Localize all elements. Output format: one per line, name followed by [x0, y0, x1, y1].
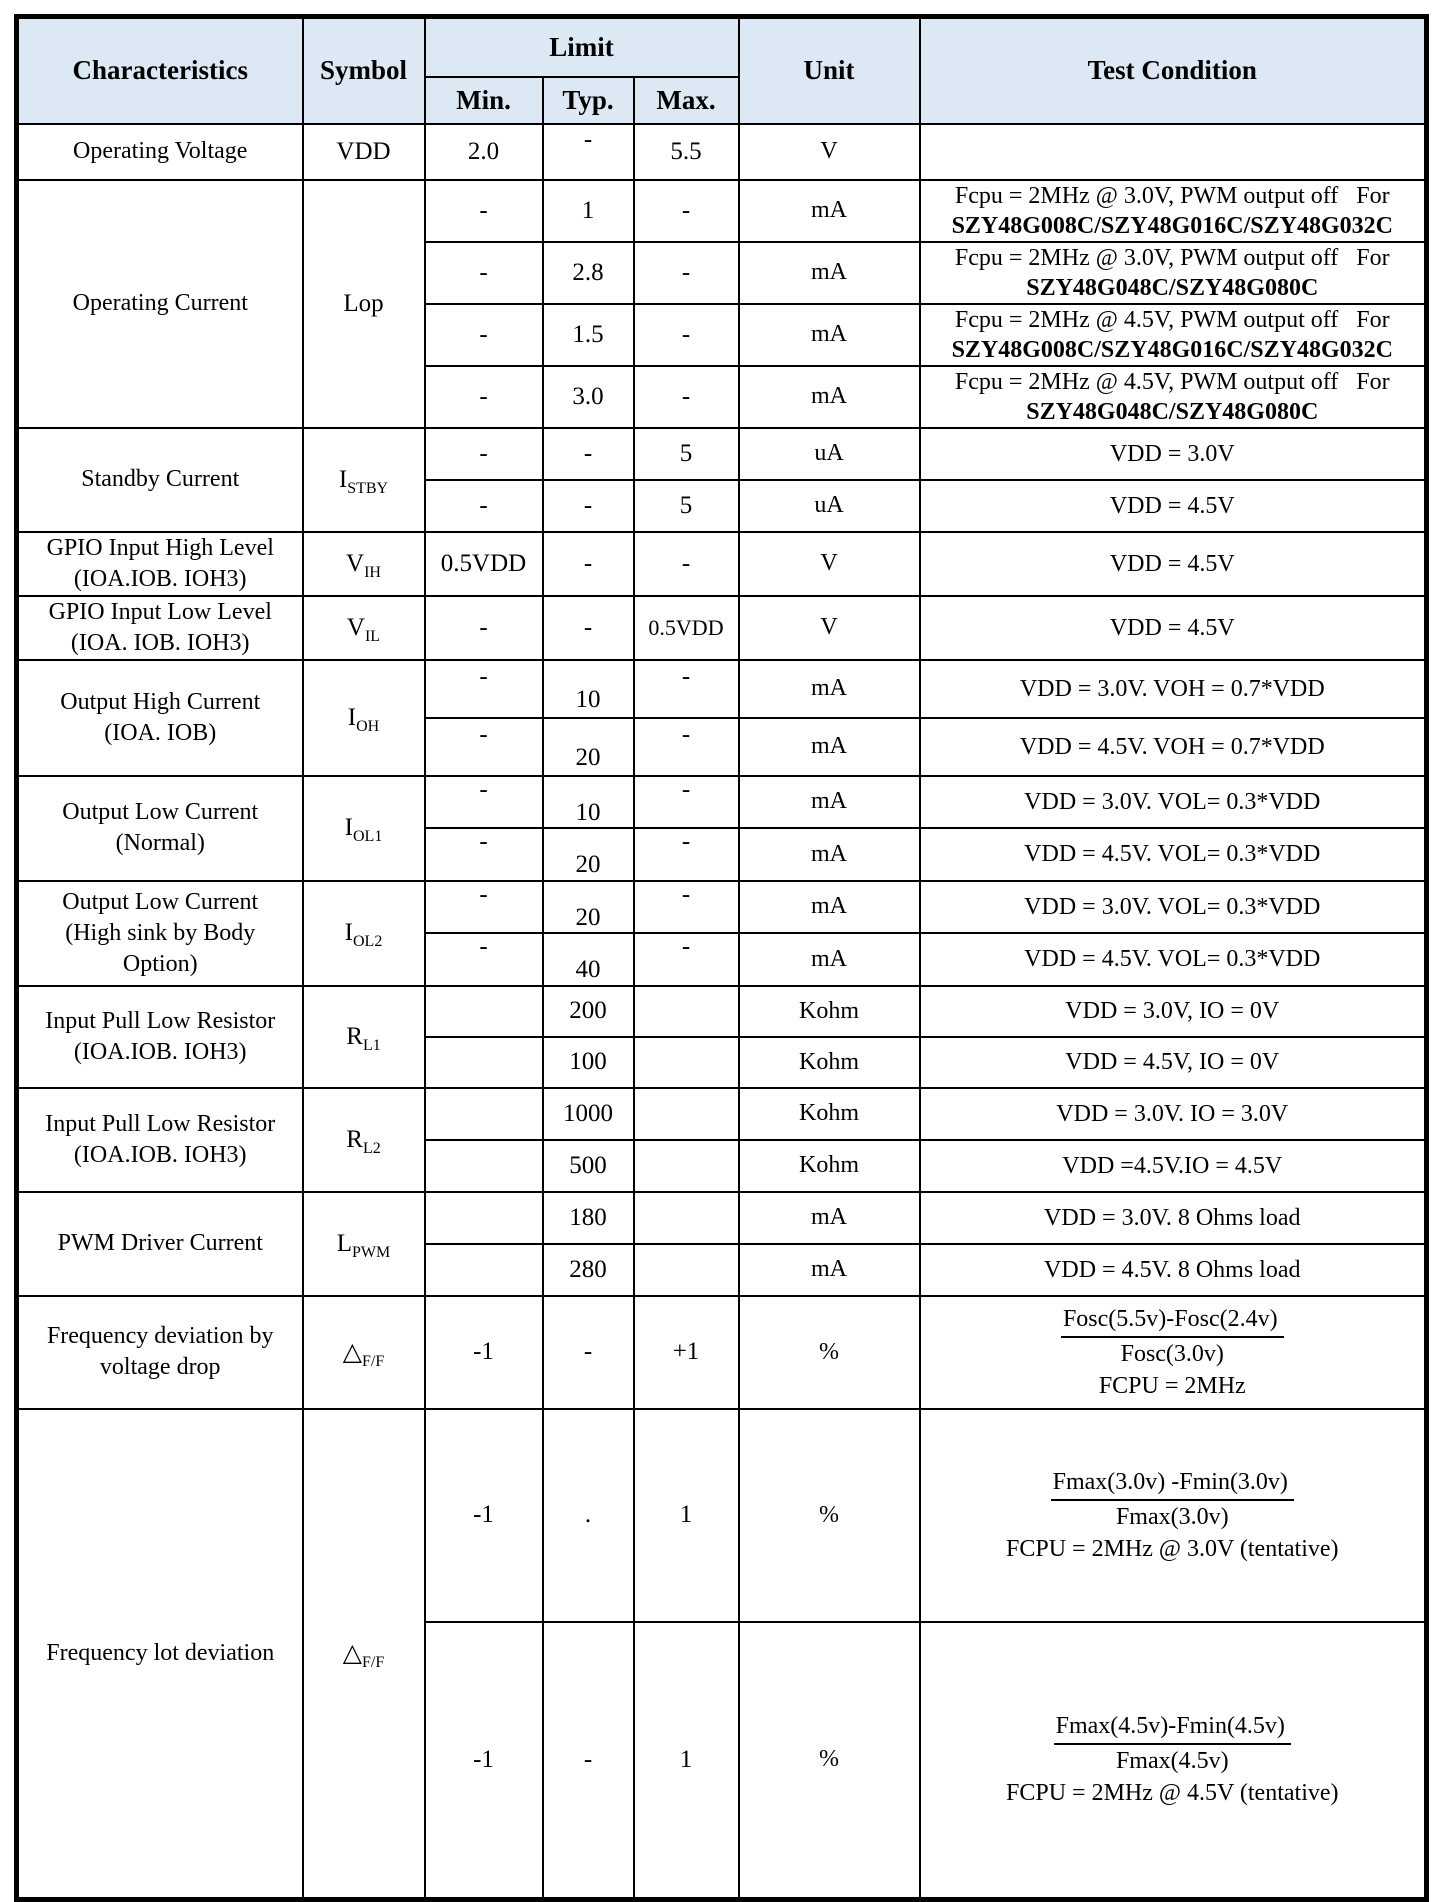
header-row-1	[17, 17, 1427, 77]
unit-value: V	[739, 596, 920, 660]
test-line: Fcpu = 2MHz @ 3.0V, PWM output off For	[954, 244, 1390, 271]
min-value: -	[425, 428, 543, 480]
typ-value: 500	[543, 1140, 634, 1192]
min-value	[425, 1140, 543, 1192]
symbol-sub: IL	[364, 627, 381, 645]
typ-value: -	[543, 1296, 634, 1409]
row-label-line: (IOA.IOB. IOH3)	[73, 1141, 247, 1168]
typ-value: 200	[543, 986, 634, 1037]
max-dash: -	[681, 662, 691, 690]
test-condition: VDD = 3.0V. VOL= 0.3*VDD	[920, 881, 1427, 933]
test-condition: VDD = 3.0V. VOL= 0.3*VDD	[920, 776, 1427, 828]
min-value	[425, 1088, 543, 1140]
symbol-cell	[303, 660, 425, 776]
max-value	[634, 718, 739, 776]
test-condition: VDD = 4.5V. VOH = 0.7*VDD	[920, 718, 1427, 776]
typ-value: -	[543, 480, 634, 532]
delta-symbol: △	[342, 1640, 362, 1668]
typ-value: 2.8	[543, 242, 634, 304]
fraction-numerator: Fmax(3.0v) -Fmin(3.0v)	[1051, 1466, 1294, 1501]
symbol-cell	[303, 124, 425, 180]
typ-number: 40	[575, 956, 601, 983]
unit-value: mA	[739, 881, 920, 933]
table-row	[17, 881, 1427, 933]
min-value	[425, 776, 543, 828]
fraction-denominator: Fmax(4.5v)	[1115, 1748, 1229, 1775]
min-value: -1	[425, 1409, 543, 1622]
symbol-base: I	[347, 703, 357, 731]
typ-number: 20	[575, 743, 601, 771]
max-value: -	[634, 180, 739, 242]
max-value: 5	[634, 428, 739, 480]
min-value: -1	[425, 1622, 543, 1900]
row-label-line: Input Pull Low Resistor	[45, 1007, 276, 1034]
row-label	[17, 1296, 303, 1409]
max-value: +1	[634, 1296, 739, 1409]
header-min: Min.	[425, 77, 543, 124]
fraction-condition: FCPU = 2MHz @ 4.5V (tentative)	[1006, 1780, 1339, 1807]
row-label	[17, 428, 303, 532]
min-value: -	[425, 180, 543, 242]
typ-number: 10	[575, 798, 601, 826]
symbol-cell	[303, 532, 425, 596]
symbol-base: R	[346, 1125, 363, 1153]
test-condition	[920, 242, 1427, 304]
symbol-sub: F/F	[361, 1353, 385, 1370]
min-value	[425, 1037, 543, 1088]
unit-value: mA	[739, 366, 920, 428]
row-label	[17, 596, 303, 660]
symbol-cell	[303, 986, 425, 1088]
row-label	[17, 776, 303, 881]
max-value: 0.5VDD	[634, 596, 739, 660]
table-row	[17, 1088, 1427, 1140]
symbol-sub: PWM	[352, 1243, 391, 1261]
symbol-cell	[303, 596, 425, 660]
table-row	[17, 1296, 1427, 1409]
header-unit: Unit	[739, 17, 920, 124]
table-row	[17, 180, 1427, 242]
test-line: Fcpu = 2MHz @ 3.0V, PWM output off For	[954, 182, 1390, 209]
min-value	[425, 933, 543, 986]
min-dash: -	[479, 662, 488, 690]
test-condition	[920, 366, 1427, 428]
typ-value: -	[543, 1622, 634, 1900]
unit-value: mA	[739, 1244, 920, 1296]
typ-value: 1	[543, 180, 634, 242]
symbol-base: V	[346, 613, 365, 641]
row-label	[17, 986, 303, 1088]
unit-value: Kohm	[739, 986, 920, 1037]
row-label-line: PWM Driver Current	[57, 1230, 263, 1256]
typ-value	[543, 933, 634, 986]
test-condition: VDD = 4.5V, IO = 0V	[920, 1037, 1427, 1088]
row-label	[17, 532, 303, 596]
fraction-denominator: Fmax(3.0v)	[1115, 1503, 1229, 1530]
typ-number: 20	[575, 851, 601, 878]
max-dash: -	[681, 828, 691, 855]
test-condition	[920, 304, 1427, 366]
unit-value: %	[739, 1409, 920, 1622]
typ-value	[543, 776, 634, 828]
delta-symbol: △	[342, 1339, 362, 1366]
test-condition	[920, 1622, 1427, 1900]
unit-value: V	[739, 532, 920, 596]
max-dash: -	[681, 880, 691, 908]
typ-value: -	[543, 596, 634, 660]
fraction-condition: FCPU = 2MHz	[1098, 1372, 1246, 1399]
symbol-sub: IH	[364, 563, 381, 581]
header-typ: Typ.	[543, 77, 634, 124]
min-value	[425, 881, 543, 933]
max-value	[634, 1037, 739, 1088]
row-label-line: Input Pull Low Resistor	[45, 1110, 276, 1137]
typ-value	[543, 660, 634, 718]
typ-value: 1000	[543, 1088, 634, 1140]
typ-value	[543, 828, 634, 881]
max-value	[634, 776, 739, 828]
symbol-base: I	[344, 919, 353, 946]
fraction-condition: FCPU = 2MHz @ 3.0V (tentative)	[1006, 1535, 1339, 1562]
max-value	[634, 986, 739, 1037]
symbol-sub: STBY	[347, 479, 389, 497]
test-condition: VDD =4.5V.IO = 4.5V	[920, 1140, 1427, 1192]
max-value: -	[634, 366, 739, 428]
row-label	[17, 180, 303, 428]
test-condition: VDD = 3.0V. IO = 3.0V	[920, 1088, 1427, 1140]
symbol-sub: OH	[356, 717, 380, 735]
max-value: 5.5	[634, 124, 739, 180]
row-label-line: Operating Current	[72, 290, 248, 316]
max-value: -	[634, 304, 739, 366]
max-value	[634, 1244, 739, 1296]
test-condition	[920, 1296, 1427, 1409]
row-label-line: (High sink by Body	[65, 919, 256, 946]
max-value: -	[634, 242, 739, 304]
max-value	[634, 660, 739, 718]
unit-value: Kohm	[739, 1088, 920, 1140]
symbol-cell	[303, 881, 425, 986]
fraction-numerator: Fmax(4.5v)-Fmin(4.5v)	[1054, 1710, 1291, 1745]
test-condition: VDD = 4.5V. VOL= 0.3*VDD	[920, 828, 1427, 881]
max-value	[634, 1192, 739, 1244]
row-label-line: Output High Current	[60, 688, 261, 715]
unit-value: mA	[739, 180, 920, 242]
test-line: Fcpu = 2MHz @ 4.5V, PWM output off For	[954, 306, 1390, 333]
test-condition: VDD = 4.5V. 8 Ohms load	[920, 1244, 1427, 1296]
min-value	[425, 1244, 543, 1296]
test-condition: VDD = 4.5V. VOL= 0.3*VDD	[920, 933, 1427, 986]
symbol-base: I	[344, 814, 353, 841]
header-limit: Limit	[425, 17, 739, 77]
table-row	[17, 986, 1427, 1037]
test-line-bold: SZY48G048C/SZY48G080C	[1026, 274, 1319, 301]
unit-value: mA	[739, 933, 920, 986]
max-value: 1	[634, 1622, 739, 1900]
table-row	[17, 532, 1427, 596]
min-value	[425, 718, 543, 776]
max-dash: -	[681, 933, 691, 960]
min-dash: -	[479, 720, 488, 748]
min-value: 2.0	[425, 124, 543, 180]
min-dash: -	[479, 933, 488, 960]
max-value	[634, 933, 739, 986]
min-value: -	[425, 242, 543, 304]
unit-value: Kohm	[739, 1140, 920, 1192]
unit-value: mA	[739, 718, 920, 776]
symbol-sub: F/F	[361, 1654, 385, 1672]
min-dash: -	[479, 775, 488, 803]
test-condition: VDD = 4.5V	[920, 532, 1427, 596]
row-label-line: (IOA. IOB)	[104, 719, 217, 746]
unit-value: Kohm	[739, 1037, 920, 1088]
typ-value: 3.0	[543, 366, 634, 428]
table-row	[17, 1192, 1427, 1244]
row-label-line: Option)	[122, 950, 198, 977]
row-label-line: GPIO Input High Level	[46, 534, 274, 561]
symbol-base: R	[346, 1022, 363, 1050]
typ-number: 20	[575, 903, 601, 931]
max-dash: -	[681, 720, 691, 748]
header-characteristics: Characteristics	[17, 17, 303, 124]
row-label-line: Operating Voltage	[73, 138, 248, 164]
row-label-line: (Normal)	[115, 830, 205, 856]
row-label	[17, 660, 303, 776]
table-row	[17, 660, 1427, 718]
max-value: 5	[634, 480, 739, 532]
test-line: Fcpu = 2MHz @ 4.5V, PWM output off For	[954, 368, 1390, 395]
min-value: -	[425, 304, 543, 366]
symbol-base: V	[346, 549, 365, 577]
unit-value: mA	[739, 242, 920, 304]
typ-value	[543, 881, 634, 933]
symbol-sub: L1	[362, 1036, 381, 1054]
test-condition	[920, 1409, 1427, 1622]
typ-value: .	[543, 1409, 634, 1622]
min-dash: -	[479, 828, 488, 855]
symbol-sub: L2	[362, 1139, 381, 1157]
test-condition: VDD = 3.0V. VOH = 0.7*VDD	[920, 660, 1427, 718]
typ-value: 180	[543, 1192, 634, 1244]
test-condition: VDD = 4.5V	[920, 480, 1427, 532]
electrical-characteristics-table	[14, 14, 1429, 1902]
symbol-sub: OL1	[353, 828, 383, 845]
symbol-base: Lop	[343, 289, 384, 317]
symbol-cell	[303, 428, 425, 532]
unit-value: mA	[739, 1192, 920, 1244]
min-dash: -	[479, 880, 488, 908]
max-dash: -	[681, 775, 691, 803]
max-value	[634, 881, 739, 933]
header-test-condition: Test Condition	[920, 17, 1427, 124]
symbol-base: I	[338, 465, 348, 493]
unit-value: mA	[739, 304, 920, 366]
row-label	[17, 1409, 303, 1900]
test-condition: VDD = 3.0V	[920, 428, 1427, 480]
min-value	[425, 1192, 543, 1244]
header-max: Max.	[634, 77, 739, 124]
row-label-line: GPIO Input Low Level	[48, 598, 272, 625]
typ-value: 280	[543, 1244, 634, 1296]
typ-value	[543, 124, 634, 180]
typ-value: 1.5	[543, 304, 634, 366]
table-row	[17, 124, 1427, 180]
typ-value: 100	[543, 1037, 634, 1088]
unit-value: uA	[739, 480, 920, 532]
min-value: 0.5VDD	[425, 532, 543, 596]
table-row	[17, 776, 1427, 828]
min-value: -	[425, 596, 543, 660]
unit-value: %	[739, 1296, 920, 1409]
fraction-formula	[925, 1466, 1421, 1565]
symbol-base: VDD	[336, 137, 391, 165]
typ-number: 10	[575, 685, 601, 713]
test-line-bold: SZY48G008C/SZY48G016C/SZY48G032C	[951, 336, 1393, 363]
max-value: 1	[634, 1409, 739, 1622]
fraction-denominator: Fosc(3.0v)	[1120, 1340, 1224, 1367]
row-label-line: (IOA. IOB. IOH3)	[70, 629, 250, 656]
typ-value	[543, 718, 634, 776]
row-label-line: (IOA.IOB. IOH3)	[73, 1038, 247, 1065]
row-label	[17, 881, 303, 986]
table-row	[17, 1409, 1427, 1622]
max-value: -	[634, 532, 739, 596]
unit-value: %	[739, 1622, 920, 1900]
max-value	[634, 1140, 739, 1192]
symbol-cell	[303, 1088, 425, 1192]
typ-value: -	[543, 428, 634, 480]
test-line-bold: SZY48G048C/SZY48G080C	[1026, 398, 1319, 425]
symbol-sub: OL2	[353, 933, 383, 950]
min-value: -	[425, 480, 543, 532]
header-symbol: Symbol	[303, 17, 425, 124]
test-condition: VDD = 3.0V, IO = 0V	[920, 986, 1427, 1037]
row-label	[17, 124, 303, 180]
unit-value: uA	[739, 428, 920, 480]
min-value: -1	[425, 1296, 543, 1409]
min-value	[425, 660, 543, 718]
max-value	[634, 1088, 739, 1140]
row-label-line: Frequency deviation by	[46, 1323, 274, 1349]
row-label-line: (IOA.IOB. IOH3)	[73, 565, 247, 592]
table-row	[17, 428, 1427, 480]
symbol-cell	[303, 1409, 425, 1900]
fraction-formula	[925, 1303, 1421, 1402]
test-line-bold: SZY48G008C/SZY48G016C/SZY48G032C	[951, 212, 1393, 239]
test-condition: VDD = 4.5V	[920, 596, 1427, 660]
typ-dash: -	[583, 125, 593, 153]
row-label	[17, 1192, 303, 1296]
test-condition: VDD = 3.0V. 8 Ohms load	[920, 1192, 1427, 1244]
row-label	[17, 1088, 303, 1192]
fraction-formula	[925, 1710, 1421, 1809]
test-condition	[920, 180, 1427, 242]
symbol-cell	[303, 1296, 425, 1409]
row-label-line: Standby Current	[81, 466, 240, 492]
row-label-line: voltage drop	[99, 1354, 221, 1380]
unit-value: mA	[739, 776, 920, 828]
unit-value: mA	[739, 660, 920, 718]
row-label-line: Output Low Current	[62, 799, 259, 825]
row-label-line: Frequency lot deviation	[46, 1639, 275, 1666]
test-condition	[920, 124, 1427, 180]
table-row	[17, 596, 1427, 660]
typ-value: -	[543, 532, 634, 596]
min-value	[425, 986, 543, 1037]
min-value: -	[425, 366, 543, 428]
symbol-cell	[303, 180, 425, 428]
unit-value: V	[739, 124, 920, 180]
row-label-line: Output Low Current	[62, 888, 259, 915]
unit-value: mA	[739, 828, 920, 881]
fraction-numerator: Fosc(5.5v)-Fosc(2.4v)	[1061, 1303, 1284, 1338]
symbol-cell	[303, 776, 425, 881]
symbol-base: L	[336, 1229, 353, 1257]
symbol-cell	[303, 1192, 425, 1296]
min-value	[425, 828, 543, 881]
max-value	[634, 828, 739, 881]
